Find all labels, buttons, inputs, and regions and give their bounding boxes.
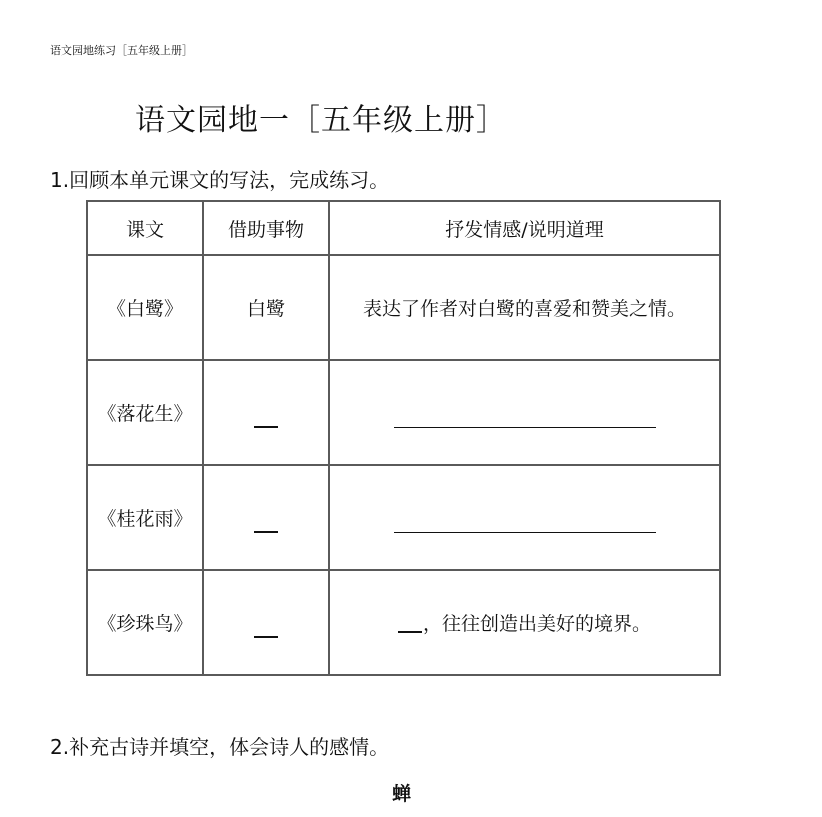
meaning-cell: [329, 570, 720, 675]
lesson-cell: 《珍珠鸟》: [87, 570, 203, 675]
object-cell: 白鹭: [203, 255, 329, 360]
lesson-cell: 《桂花雨》: [87, 465, 203, 570]
lesson-cell: 《落花生》: [87, 360, 203, 465]
lesson-cell: 《白鹭》: [87, 255, 203, 360]
object-cell: [203, 465, 329, 570]
poem-title: 蝉: [392, 783, 412, 805]
question-2-prompt: 2.补充古诗并填空，体会诗人的感情。: [50, 735, 390, 759]
page-title: 语文园地一［五年级上册］: [135, 103, 507, 138]
running-header: 语文园地练习［五年级上册］: [50, 44, 193, 57]
table-row: [87, 465, 720, 570]
table-row: [87, 360, 720, 465]
meaning-cell: [329, 465, 720, 570]
meaning-suffix: ，往往创造出美好的境界。: [422, 613, 651, 635]
object-blank[interactable]: [254, 406, 278, 428]
object-cell: [203, 360, 329, 465]
table-row: [87, 570, 720, 675]
meaning-blank[interactable]: [394, 512, 656, 533]
object-cell: [203, 570, 329, 675]
meaning-blank[interactable]: [394, 407, 656, 428]
table-row: [87, 255, 720, 360]
meaning-blank[interactable]: [398, 615, 422, 633]
header-meaning: 抒发情感/说明道理: [329, 201, 720, 255]
meaning-cell: [329, 360, 720, 465]
meaning-cell: 表达了作者对白鹭的喜爱和赞美之情。: [329, 255, 720, 360]
header-object: 借助事物: [203, 201, 329, 255]
header-lesson: 课文: [87, 201, 203, 255]
object-blank[interactable]: [254, 616, 278, 638]
object-blank[interactable]: [254, 511, 278, 533]
question-1-prompt: 1.回顾本单元课文的写法，完成练习。: [50, 168, 390, 192]
lesson-table: [86, 200, 721, 676]
table-header-row: [87, 201, 720, 255]
